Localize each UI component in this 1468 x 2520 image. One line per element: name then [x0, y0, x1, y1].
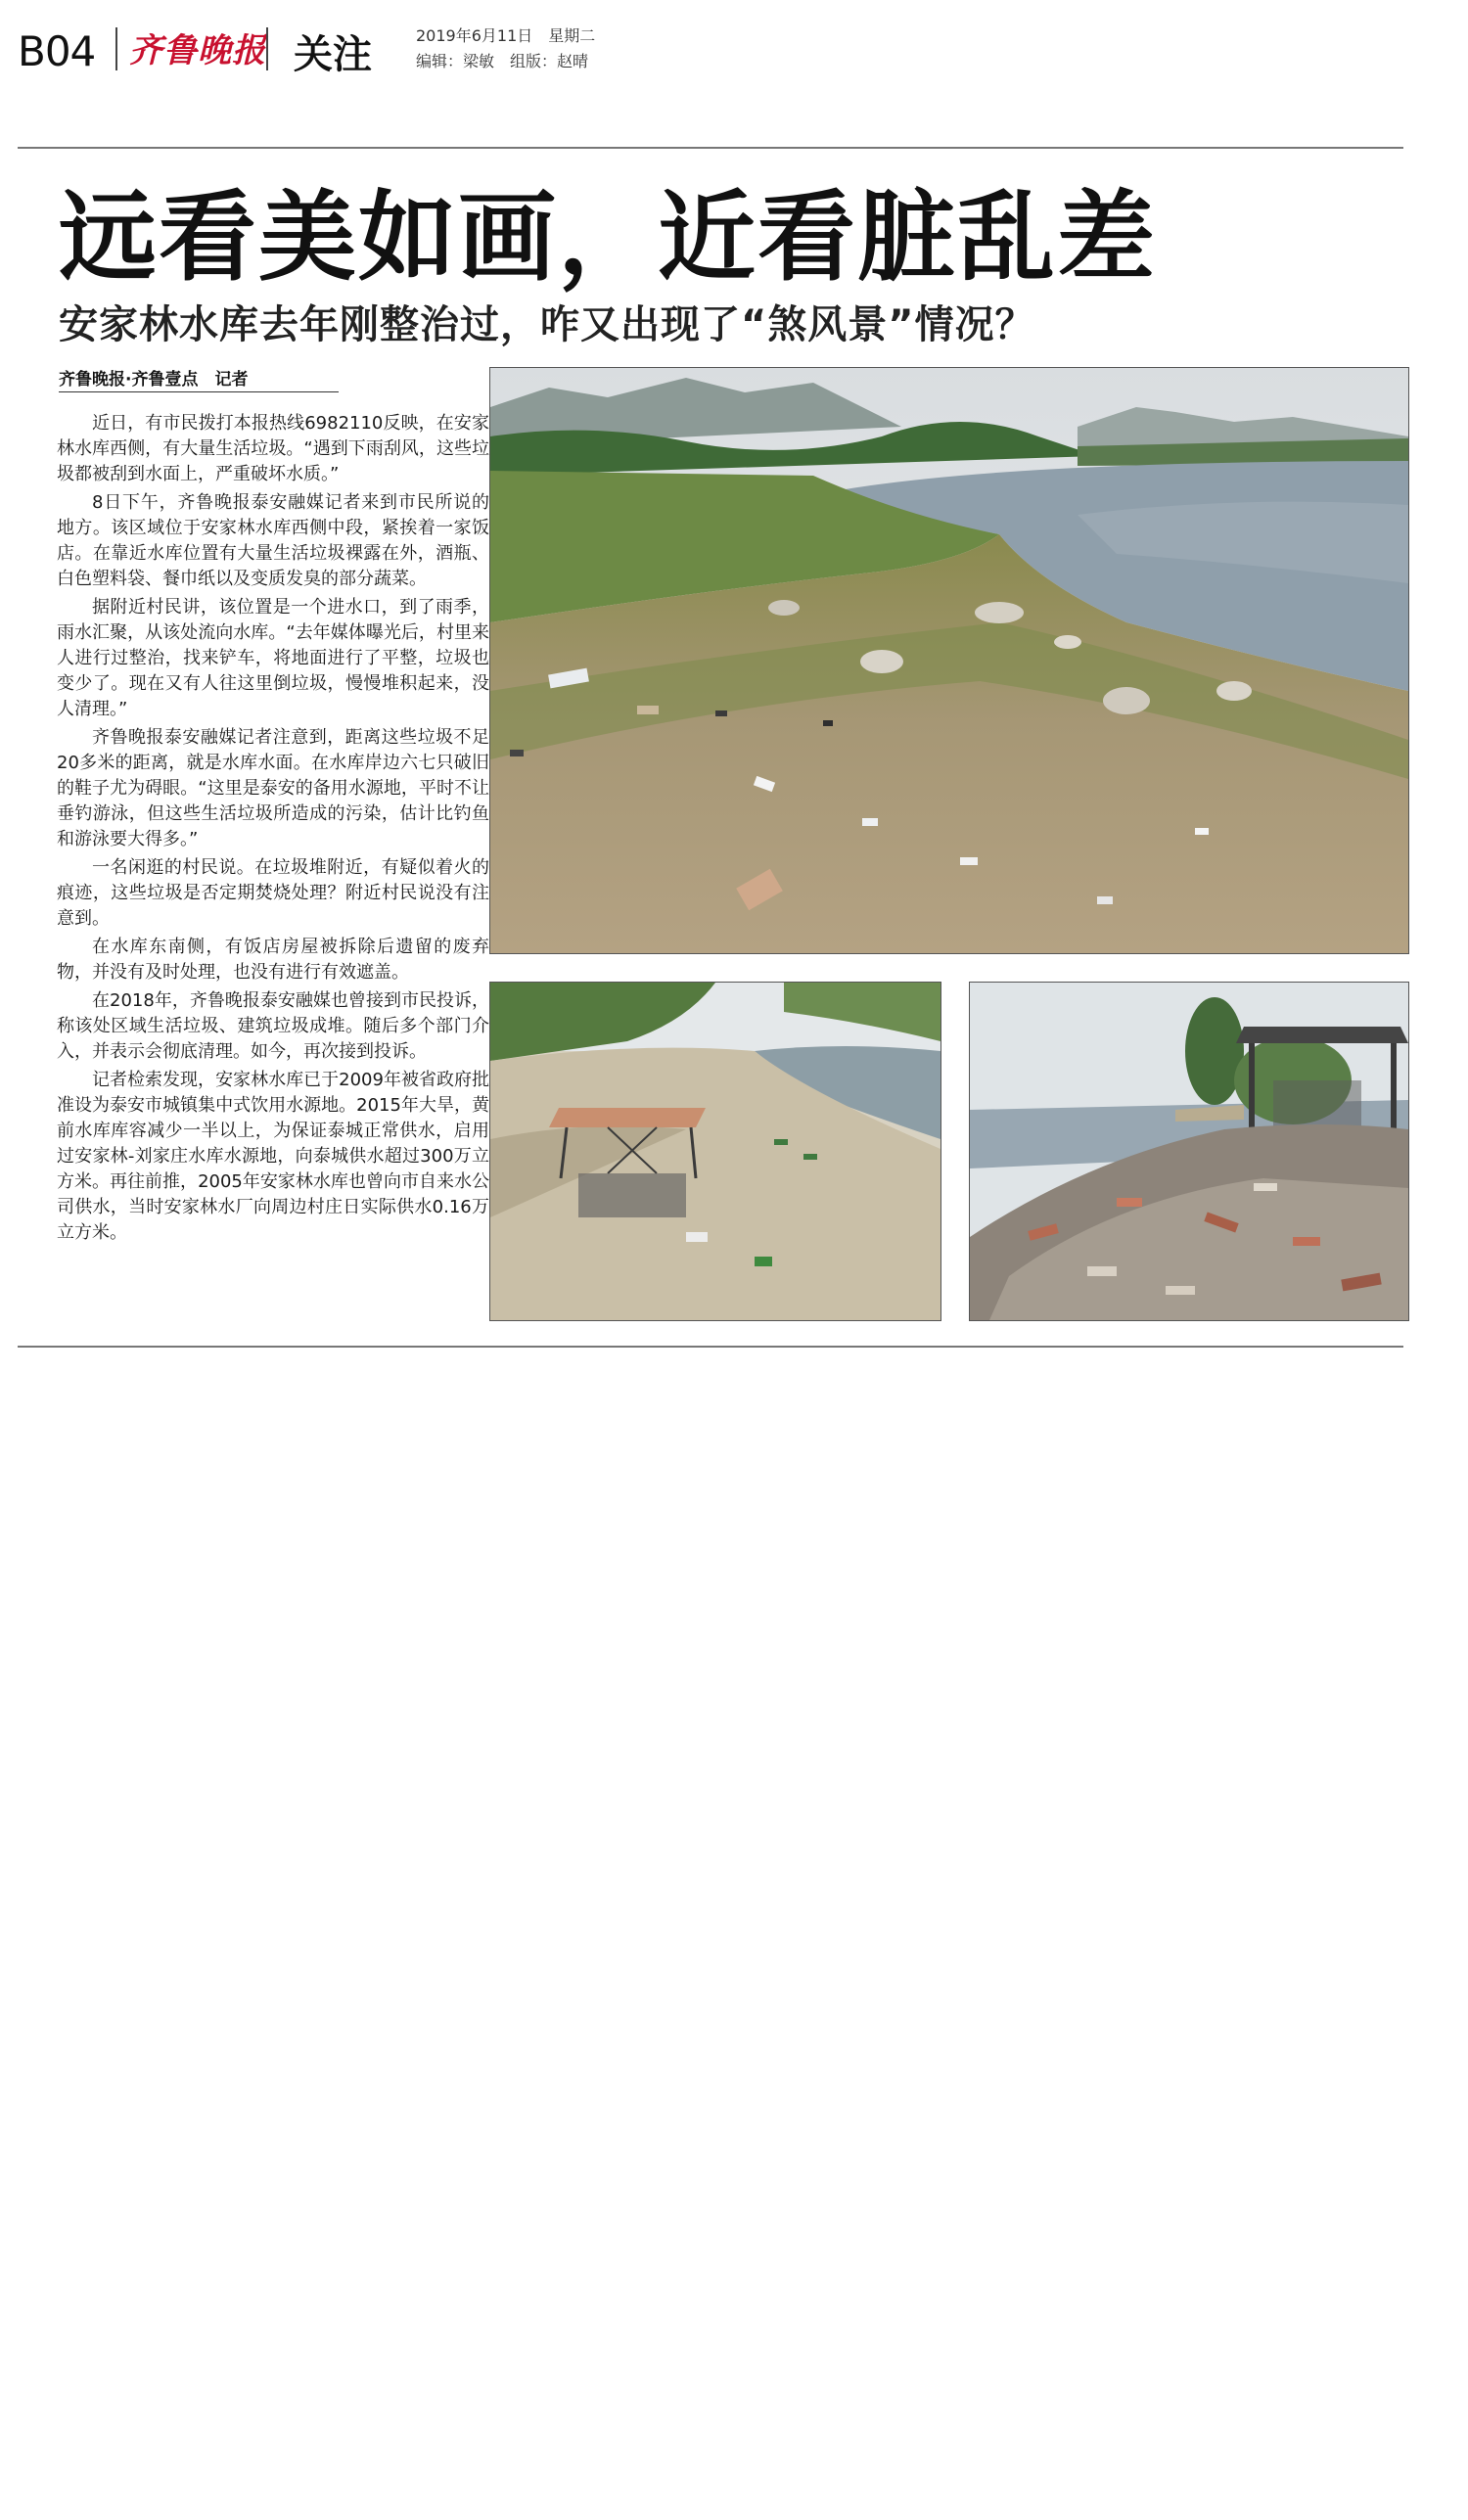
headline: 远看美如画，近看脏乱差 — [59, 180, 1157, 295]
path-with-table-image — [490, 983, 940, 1320]
paragraph: 一名闲逛的村民说。在垃圾堆附近，有疑似着火的痕迹，这些垃圾是否定期焚烧处理？附近村民说没有注意到。 — [57, 857, 489, 929]
page-number: B04 — [18, 27, 96, 75]
paragraph: 近日，有市民拨打本报热线6982110反映，在安家林水库西侧，有大量生活垃圾。“遇到下雨刮风，这些垃圾都被刮到水面上，严重破坏水质。” — [57, 413, 489, 484]
demolition-debris-photo — [969, 982, 1409, 1321]
paragraph: 在2018年，齐鲁晚报泰安融媒也曾接到市民投诉，称该处区域生活垃圾、建筑垃圾成堆。随后多个部门介入，并表示会彻底清理。如今，再次接到投诉。 — [57, 990, 489, 1062]
reservoir-shore-photo — [489, 367, 1409, 954]
paragraph: 8日下午，齐鲁晚报泰安融媒记者来到市民所说的地方。该区域位于安家林水库西侧中段，紧挨着一家饭店。在靠近水库位置有大量生活垃圾裸露在外，酒瓶、白色塑料袋、餐巾纸以及变质发臭的部分蔬菜。 — [57, 492, 489, 589]
header-rule — [18, 147, 1403, 149]
newspaper-logo: 齐鲁晚报 — [129, 31, 266, 70]
demolition-debris-image — [970, 983, 1408, 1320]
article-body — [57, 411, 489, 1249]
paragraph: 在水库东南侧，有饭店房屋被拆除后遗留的废弃物，并没有及时处理，也没有进行有效遮盖。 — [57, 937, 489, 983]
footer-rule — [18, 1346, 1403, 1348]
section-title: 关注 — [294, 32, 372, 77]
byline: 齐鲁晚报·齐鲁壹点 记者 — [59, 365, 339, 392]
paragraph: 据附近村民讲，该位置是一个进水口，到了雨季，雨水汇聚，从该处流向水库。“去年媒体曝光后，村里来人进行过整治，找来铲车，将地面进行了平整，垃圾也变少了。现在又有人往这里倒垃圾，慢慢堆积起来，没人清理。” — [57, 597, 489, 719]
paragraph: 齐鲁晚报泰安融媒记者注意到，距离这些垃圾不足20多米的距离，就是水库水面。在水库岸边六七只破旧的鞋子尤为碍眼。“这里是泰安的备用水源地，平时不让垂钓游泳，但这些生活垃圾所造成的污染，估计比钓鱼和游泳要大得多。” — [57, 727, 489, 849]
reservoir-shore-image — [490, 368, 1408, 953]
subheadline: 安家林水库去年刚整治过，咋又出现了“煞风景”情况？ — [59, 302, 1035, 347]
masthead-divider — [266, 27, 268, 70]
editor-credit: 编辑：梁敏 组版：赵晴 — [416, 52, 589, 70]
path-with-table-photo — [489, 982, 941, 1321]
paragraph: 记者检索发现，安家林水库已于2009年被省政府批准设为泰安市城镇集中式饮用水源地。2015年大旱，黄前水库库容减少一半以上，为保证泰城正常供水，启用过安家林-刘家庄水库水源地，向泰城供水超过300万立方米。再往前推，2005年安家林水库也曾向市自来水公司供水，当时安家林水厂向周边村庄日实际供水0.16万立方米。 — [57, 1070, 489, 1243]
masthead-divider — [115, 27, 117, 70]
issue-date: 2019年6月11日 星期二 — [416, 26, 596, 45]
